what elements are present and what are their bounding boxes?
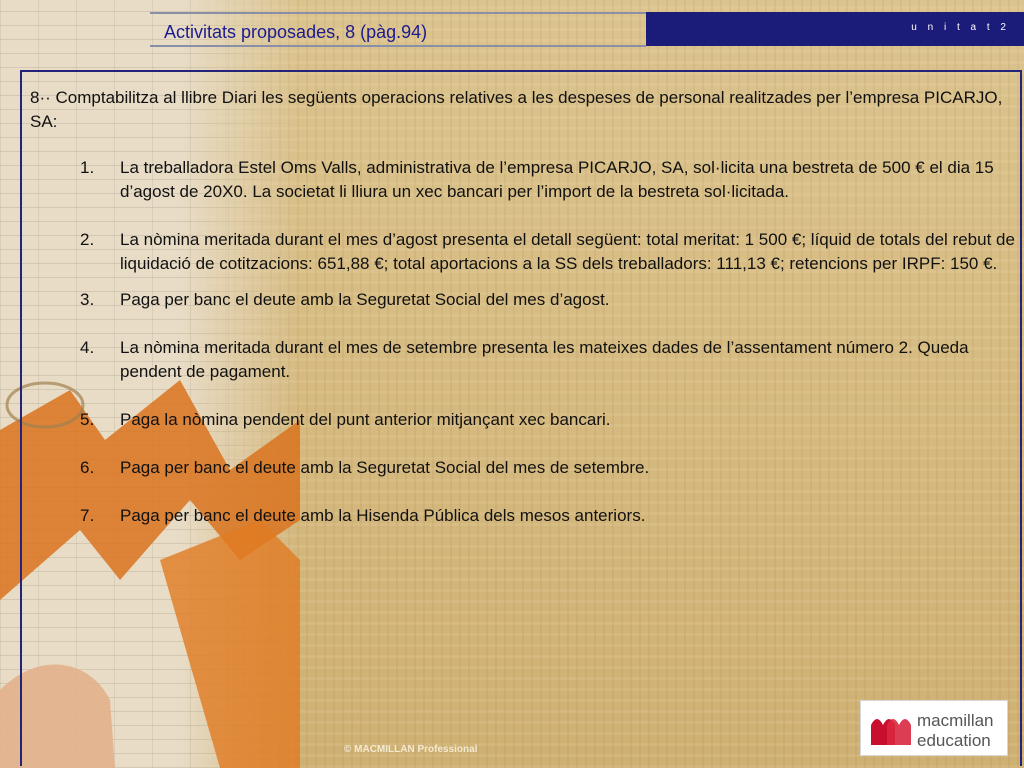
item-text: La nòmina meritada durant el mes d’agost presenta el detall següent: total meritat: 1 500 €; líquid de totals del rebut de liquidació de cotitzacions: 651,88 €; total aportacions a la SS dels treballadors: 111,13 €; retencions per IRPF: 150 €. bbox=[120, 230, 1015, 273]
header-rule-top bbox=[150, 12, 646, 14]
header-rule-bottom bbox=[150, 45, 646, 47]
list-item bbox=[80, 336, 1015, 384]
list-item bbox=[80, 288, 1015, 312]
macmillan-mark-icon bbox=[869, 711, 913, 747]
macmillan-logo bbox=[860, 700, 1008, 756]
item-number: 4. bbox=[80, 338, 95, 357]
exercise-intro: 8·· Comptabilitza al llibre Diari les següents operacions relatives a les despeses de personal realitzades per l’empresa PICARJO, SA: bbox=[30, 88, 1003, 131]
item-number: 1. bbox=[80, 158, 95, 177]
item-text: La treballadora Estel Oms Valls, administrativa de l’empresa PICARJO, SA, sol·licita una bestreta de 500 € el dia 15 d’agost de 20X0. La societat li lliura un xec bancari per l’import de la bestreta sol·licitada. bbox=[120, 158, 994, 201]
item-number: 6. bbox=[80, 458, 95, 477]
list-item bbox=[80, 156, 1015, 204]
exercise-list bbox=[80, 156, 1015, 552]
slide-title: Activitats proposades, 8 (pàg.94) bbox=[164, 22, 428, 42]
item-text: Paga per banc el deute amb la Seguretat Social del mes de setembre. bbox=[120, 458, 650, 477]
copyright-notice: © MACMILLAN Professional bbox=[344, 744, 478, 755]
list-item bbox=[80, 456, 1015, 480]
list-item bbox=[80, 504, 1015, 528]
unit-label: u n i t a t 2 bbox=[911, 22, 1010, 33]
item-text: Paga per banc el deute amb la Seguretat Social del mes d’agost. bbox=[120, 290, 610, 309]
item-number: 5. bbox=[80, 410, 95, 429]
list-item bbox=[80, 408, 1015, 432]
item-number: 3. bbox=[80, 290, 95, 309]
item-text: Paga per banc el deute amb la Hisenda Pública dels mesos anteriors. bbox=[120, 506, 646, 525]
item-number: 2. bbox=[80, 230, 95, 249]
unit-band bbox=[646, 12, 1024, 46]
logo-line-1: macmillan bbox=[917, 711, 994, 730]
list-item bbox=[80, 228, 1015, 276]
item-text: Paga la nòmina pendent del punt anterior mitjançant xec bancari. bbox=[120, 410, 611, 429]
item-number: 7. bbox=[80, 506, 95, 525]
logo-line-2: education bbox=[917, 731, 991, 750]
item-text: La nòmina meritada durant el mes de setembre presenta les mateixes dades de l’assentament número 2. Queda pendent de pagament. bbox=[120, 338, 969, 381]
